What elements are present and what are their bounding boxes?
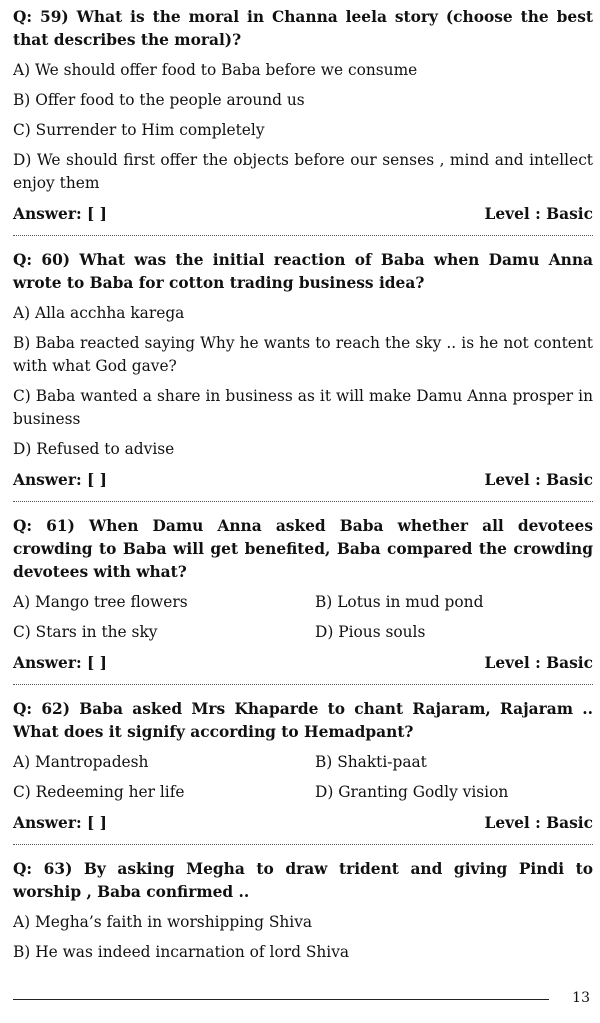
question-text: Q: 59) What is the moral in Channa leela story (choose the best that describes the moral)?: [13, 8, 593, 49]
answer-row: [13, 652, 593, 675]
option-a: A) We should offer food to Baba before we consume: [13, 61, 418, 79]
answer-label: Answer: [ ]: [13, 471, 107, 489]
option-c: C) Surrender to Him completely: [13, 121, 265, 139]
option-b: B) Lotus in mud pond: [315, 593, 484, 611]
page-number: 13: [572, 990, 590, 1006]
option-a: A) Mango tree flowers: [13, 593, 188, 611]
answer-label: Answer: [ ]: [13, 654, 107, 672]
option-a: A) Megha’s faith in worshipping Shiva: [13, 913, 313, 931]
answer-label: Answer: [ ]: [13, 205, 107, 223]
answer-row: [13, 469, 593, 492]
option-a: A) Mantropadesh: [13, 753, 149, 771]
dotted-divider: [13, 844, 593, 845]
option-b: B) Shakti-paat: [315, 753, 427, 771]
option-c: C) Redeeming her life: [13, 783, 185, 801]
page-body: [13, 6, 593, 964]
level-label: Level : Basic: [484, 471, 593, 489]
level-label: Level : Basic: [484, 654, 593, 672]
option-b: B) Baba reacted saying Why he wants to reach the sky .. is he not content with what God gave?: [13, 334, 593, 375]
options-grid: [13, 584, 593, 644]
question-block-59: [13, 6, 593, 226]
option-c: C) Stars in the sky: [13, 623, 158, 641]
option-d: D) Refused to advise: [13, 440, 175, 458]
question-block-60: [13, 249, 593, 492]
level-label: Level : Basic: [484, 814, 593, 832]
question-block-61: [13, 515, 593, 675]
option-d: D) We should first offer the objects before our senses , mind and intellect enjoy them: [13, 151, 593, 192]
dotted-divider: [13, 235, 593, 236]
option-d: D) Pious souls: [315, 623, 426, 641]
question-text: Q: 61) When Damu Anna asked Baba whether all devotees crowding to Baba will get benefited, Baba compared the crowding devotees with what?: [13, 517, 593, 581]
option-b: B) Offer food to the people around us: [13, 91, 305, 109]
options-grid: [13, 744, 593, 804]
question-text: Q: 63) By asking Megha to draw trident and giving Pindi to worship , Baba confirmed ..: [13, 860, 593, 901]
option-d: D) Granting Godly vision: [315, 783, 509, 801]
option-a: A) Alla acchha karega: [13, 304, 185, 322]
option-b: B) He was indeed incarnation of lord Shiva: [13, 943, 350, 961]
answer-row: [13, 203, 593, 226]
answer-row: [13, 812, 593, 835]
dotted-divider: [13, 501, 593, 502]
level-label: Level : Basic: [484, 205, 593, 223]
question-text: Q: 60) What was the initial reaction of Baba when Damu Anna wrote to Baba for cotton trading business idea?: [13, 251, 593, 292]
question-block-62: [13, 698, 593, 835]
question-text: Q: 62) Baba asked Mrs Khaparde to chant Rajaram, Rajaram .. What does it signify according to Hemadpant?: [13, 700, 593, 741]
dotted-divider: [13, 684, 593, 685]
answer-label: Answer: [ ]: [13, 814, 107, 832]
footer-rule: [13, 999, 549, 1000]
question-block-63: [13, 858, 593, 964]
option-c: C) Baba wanted a share in business as it will make Damu Anna prosper in business: [13, 387, 593, 428]
